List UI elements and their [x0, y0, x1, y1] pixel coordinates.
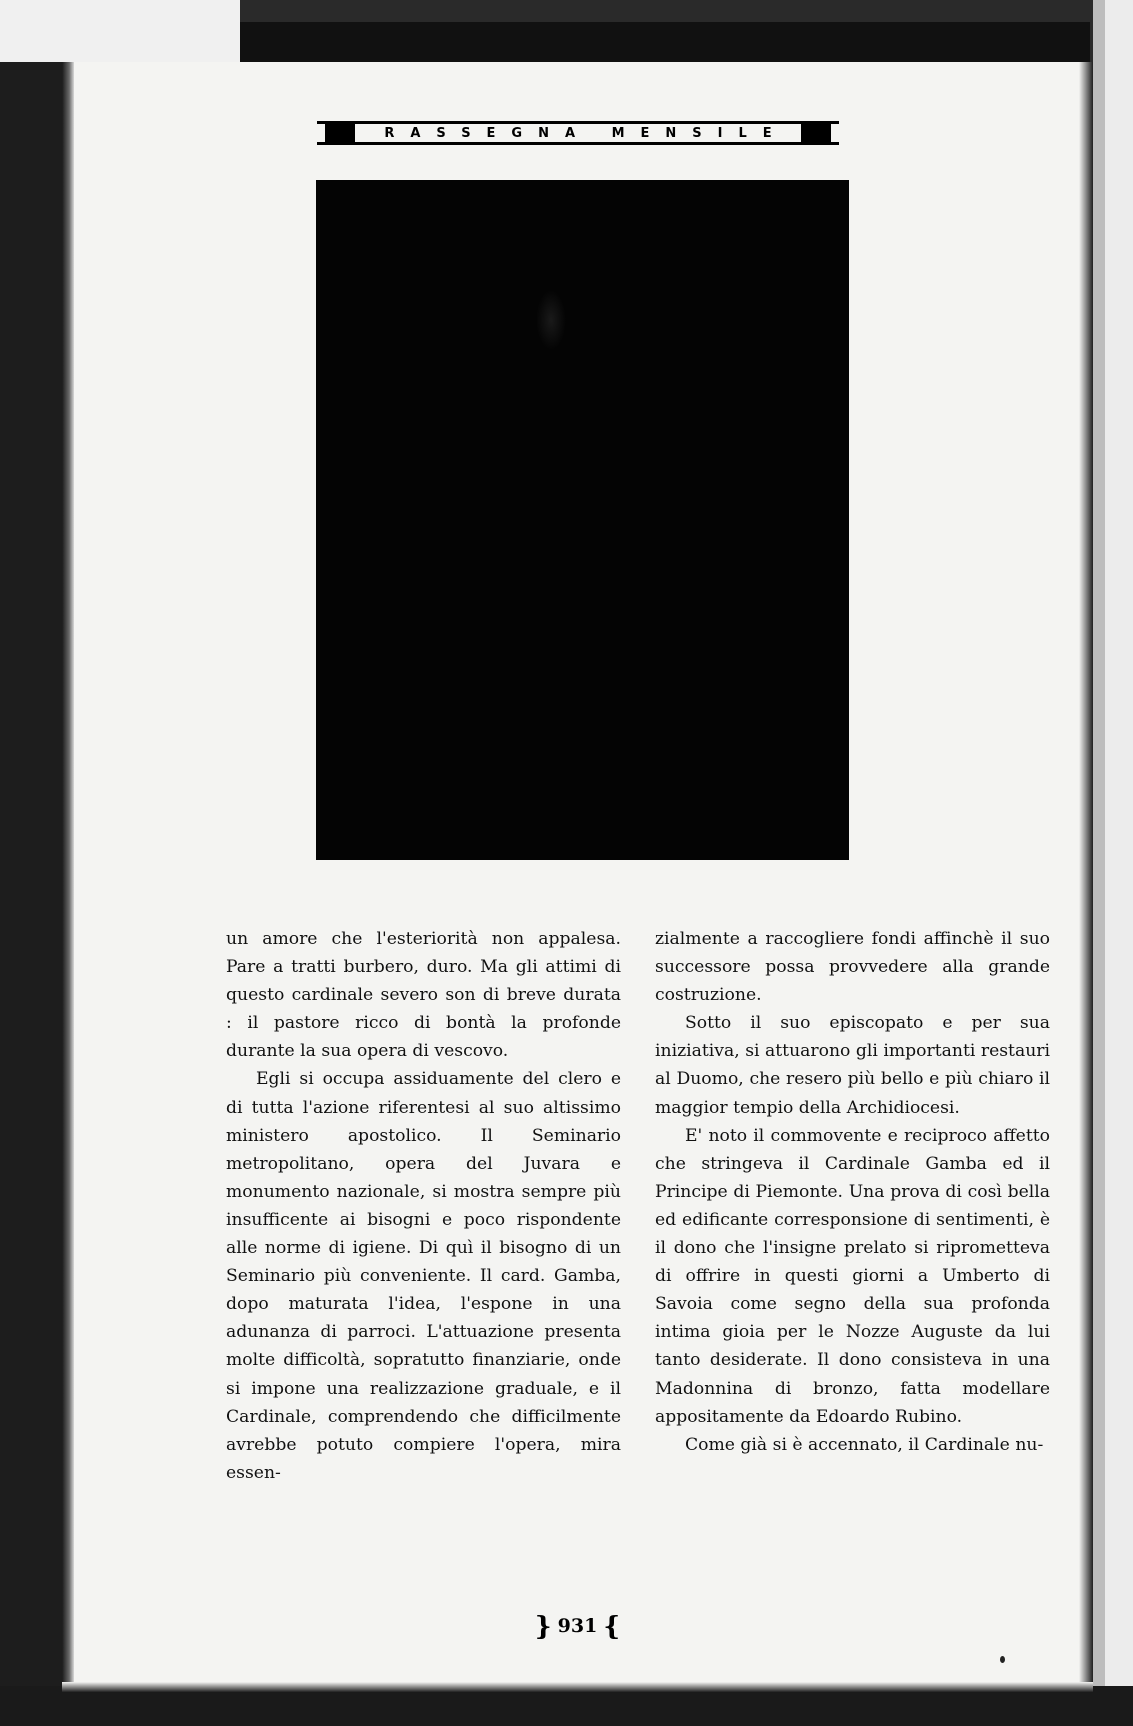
paragraph: un amore che l'esteriorità non appalesa. Pare a tratti burbero, duro. Ma gli attimi di questo cardinale severo son di breve durata : il pastore ricco di bontà la profonde durante la sua opera di vescovo.	[226, 929, 621, 1062]
scan-margin-top-left	[0, 0, 240, 62]
scan-margin-right-light	[1105, 0, 1133, 1726]
page-edge-shadow	[1079, 62, 1093, 1692]
scan-speck	[1000, 1656, 1005, 1663]
text-column-left	[226, 925, 621, 1487]
paragraph: E' noto il commovente e reciproco affetto che stringeva il Cardinale Gamba ed il Principe di Piemonte. Una prova di così bella ed edificante corresponsione di sentimenti, è il dono che l'insigne prelato si riprometteva di offrire in questi giorni a Umberto di Savoia come segno della sua profonda intima gioia per le Nozze Auguste da lui tanto desiderate. Il dono consisteva in una Madonnina di bronzo, fatta modellare appositamente da Edoardo Rubino.	[655, 1125, 1050, 1427]
folio-number: 931	[557, 1615, 598, 1637]
page-bottom-shadow	[62, 1682, 1093, 1692]
scan-margin-left	[0, 62, 70, 1692]
running-head	[317, 121, 839, 145]
scan-margin-top-band	[240, 22, 1090, 62]
running-head-title: RASSEGNA MENSILE	[384, 125, 788, 141]
folio-left-ornament: }	[534, 1612, 552, 1642]
paragraph: Come già si è accennato, il Cardinale nu-	[685, 1434, 1044, 1455]
paragraph: Egli si occupa assiduamente del clero e di tutta l'azione riferentesi al suo altissimo ministero apostolico. Il Seminario metropolitano, opera del Juvara e monumento nazionale, si mostra sempre più insufficente ai bisogni e poco rispondente alle norme di igiene. Di quì il bisogno di un Seminario più conveniente. Il card. Gamba, dopo maturata l'idea, l'espone in una adunanza di parroci. L'attuazione presenta molte difficoltà, sopratutto finanziarie, onde si impone una realizzazione graduale, e il Cardinale, comprendendo che difficilmente avrebbe potuto compiere l'opera, mira essen-	[226, 1069, 621, 1483]
folio-right-ornament: {	[603, 1612, 621, 1642]
running-head-right-cap	[801, 124, 831, 142]
paragraph: zialmente a raccogliere fondi affinchè il suo successore possa provvedere alla grande costruzione.	[655, 929, 1050, 1006]
dark-photograph	[316, 180, 849, 860]
document-page	[62, 62, 1093, 1692]
photo-faint-detail	[536, 290, 566, 350]
text-column-right	[655, 925, 1050, 1459]
scan-margin-bottom	[0, 1686, 1133, 1726]
page-number	[62, 1612, 1093, 1642]
paragraph: Sotto il suo episcopato e per sua iniziativa, si attuarono gli importanti restauri al Duomo, che resero più bello e più chiaro il maggior tempio della Archidiocesi.	[655, 1013, 1050, 1118]
running-head-left-cap	[325, 124, 355, 142]
page-gutter-shadow	[62, 62, 74, 1692]
